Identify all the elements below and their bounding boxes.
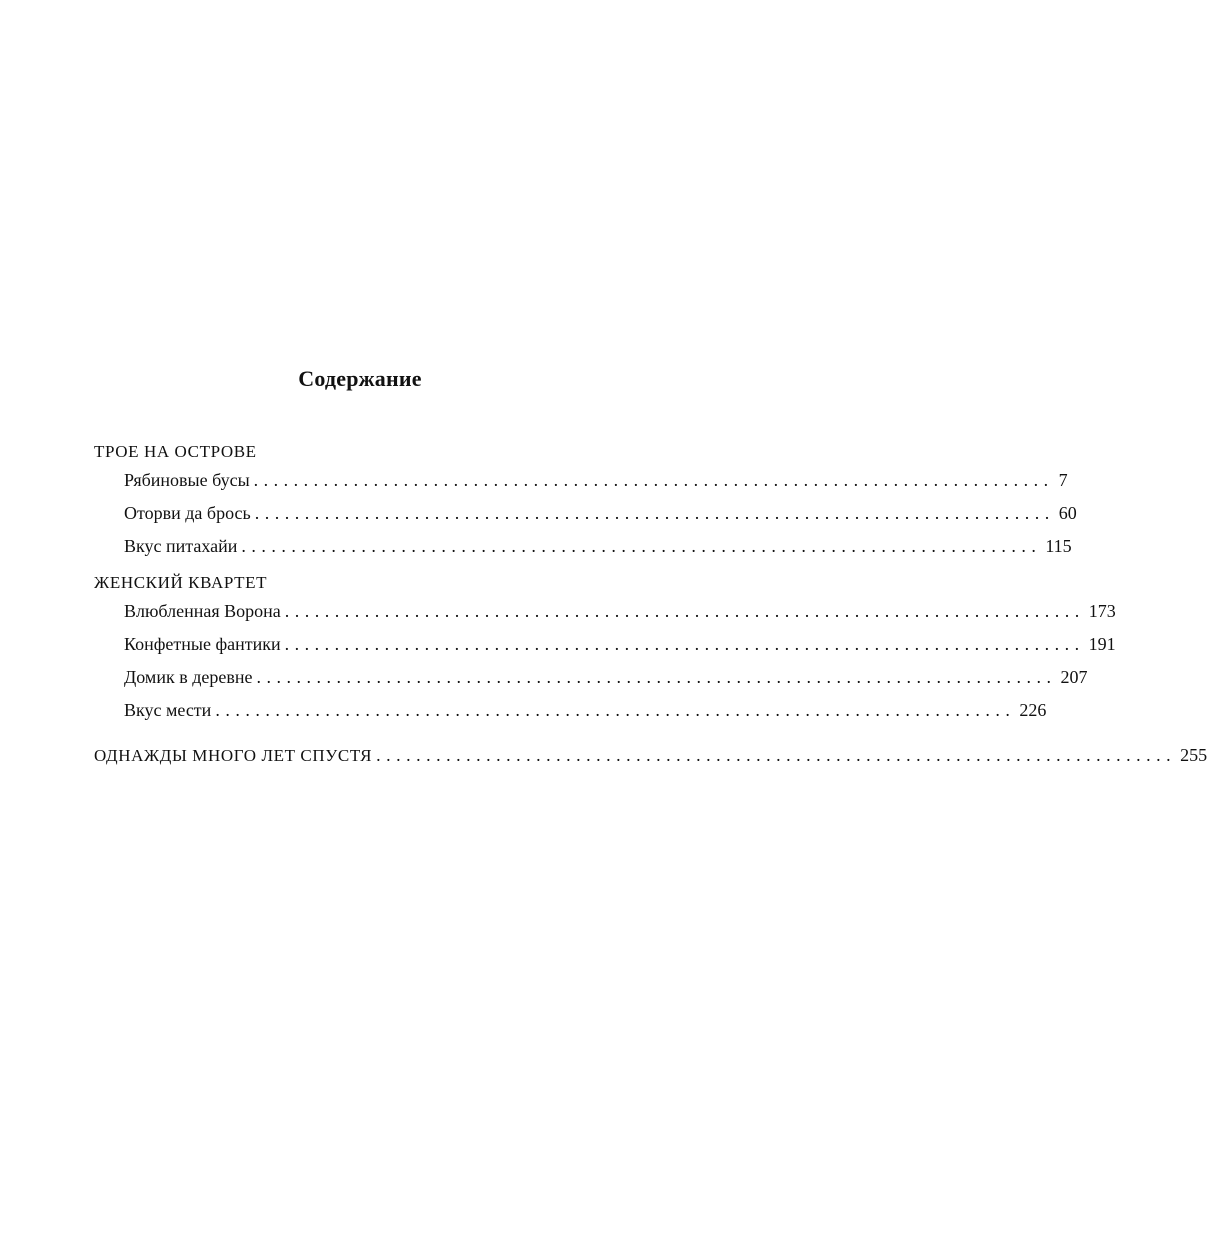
toc-entry-page: 191: [1088, 634, 1116, 654]
toc-entry-title: Оторви да брось: [124, 503, 251, 523]
toc-entry[interactable]: [94, 698, 1047, 731]
dot-leader: ................................................................................: [284, 601, 1085, 621]
toc-entry[interactable]: [94, 665, 1088, 698]
toc-entry-page: 207: [1060, 667, 1088, 687]
toc-section-heading: ЖЕНСКИЙ КВАРТЕТ: [94, 573, 268, 592]
dot-leader: ................................................................................: [254, 503, 1055, 523]
toc-entry[interactable]: [94, 599, 1116, 632]
toc-entry-title: Влюбленная Ворона: [124, 601, 281, 621]
toc-entry-page: 115: [1045, 536, 1072, 556]
dot-leader: ................................................................................: [215, 700, 1016, 720]
toc-entry[interactable]: [94, 632, 1116, 665]
toc-entry-title: Вкус мести: [124, 700, 212, 720]
toc-entry[interactable]: [94, 501, 1077, 534]
toc-entry-title: Рябиновые бусы: [124, 470, 250, 490]
toc-entry[interactable]: [94, 534, 1072, 567]
toc-entry-title: Конфетные фантики: [124, 634, 281, 654]
dot-leader: ................................................................................: [256, 667, 1057, 687]
toc-entry-page: 255: [1180, 745, 1207, 765]
toc-entry-page: 226: [1019, 700, 1047, 720]
toc-entry-title: ОДНАЖДЫ МНОГО ЛЕТ СПУСТЯ: [94, 746, 373, 765]
toc-entry-page: 60: [1058, 503, 1077, 523]
dot-leader: ................................................................................: [241, 536, 1042, 556]
toc-entry-page: 7: [1058, 470, 1068, 490]
dot-leader: ................................................................................: [376, 745, 1177, 765]
dot-leader: ................................................................................: [284, 634, 1085, 654]
toc-section-heading: ТРОЕ НА ОСТРОВЕ: [94, 442, 257, 461]
table-of-contents: [94, 440, 1207, 776]
toc-entry[interactable]: [94, 468, 1068, 501]
dot-leader: ................................................................................: [253, 470, 1054, 490]
toc-entry-page: 173: [1088, 601, 1116, 621]
toc-entry-title: Домик в деревне: [124, 667, 253, 687]
page-title: Содержание: [298, 366, 422, 391]
toc-entry-title: Вкус питахайи: [124, 536, 238, 556]
toc-entry-final[interactable]: [94, 743, 1207, 776]
